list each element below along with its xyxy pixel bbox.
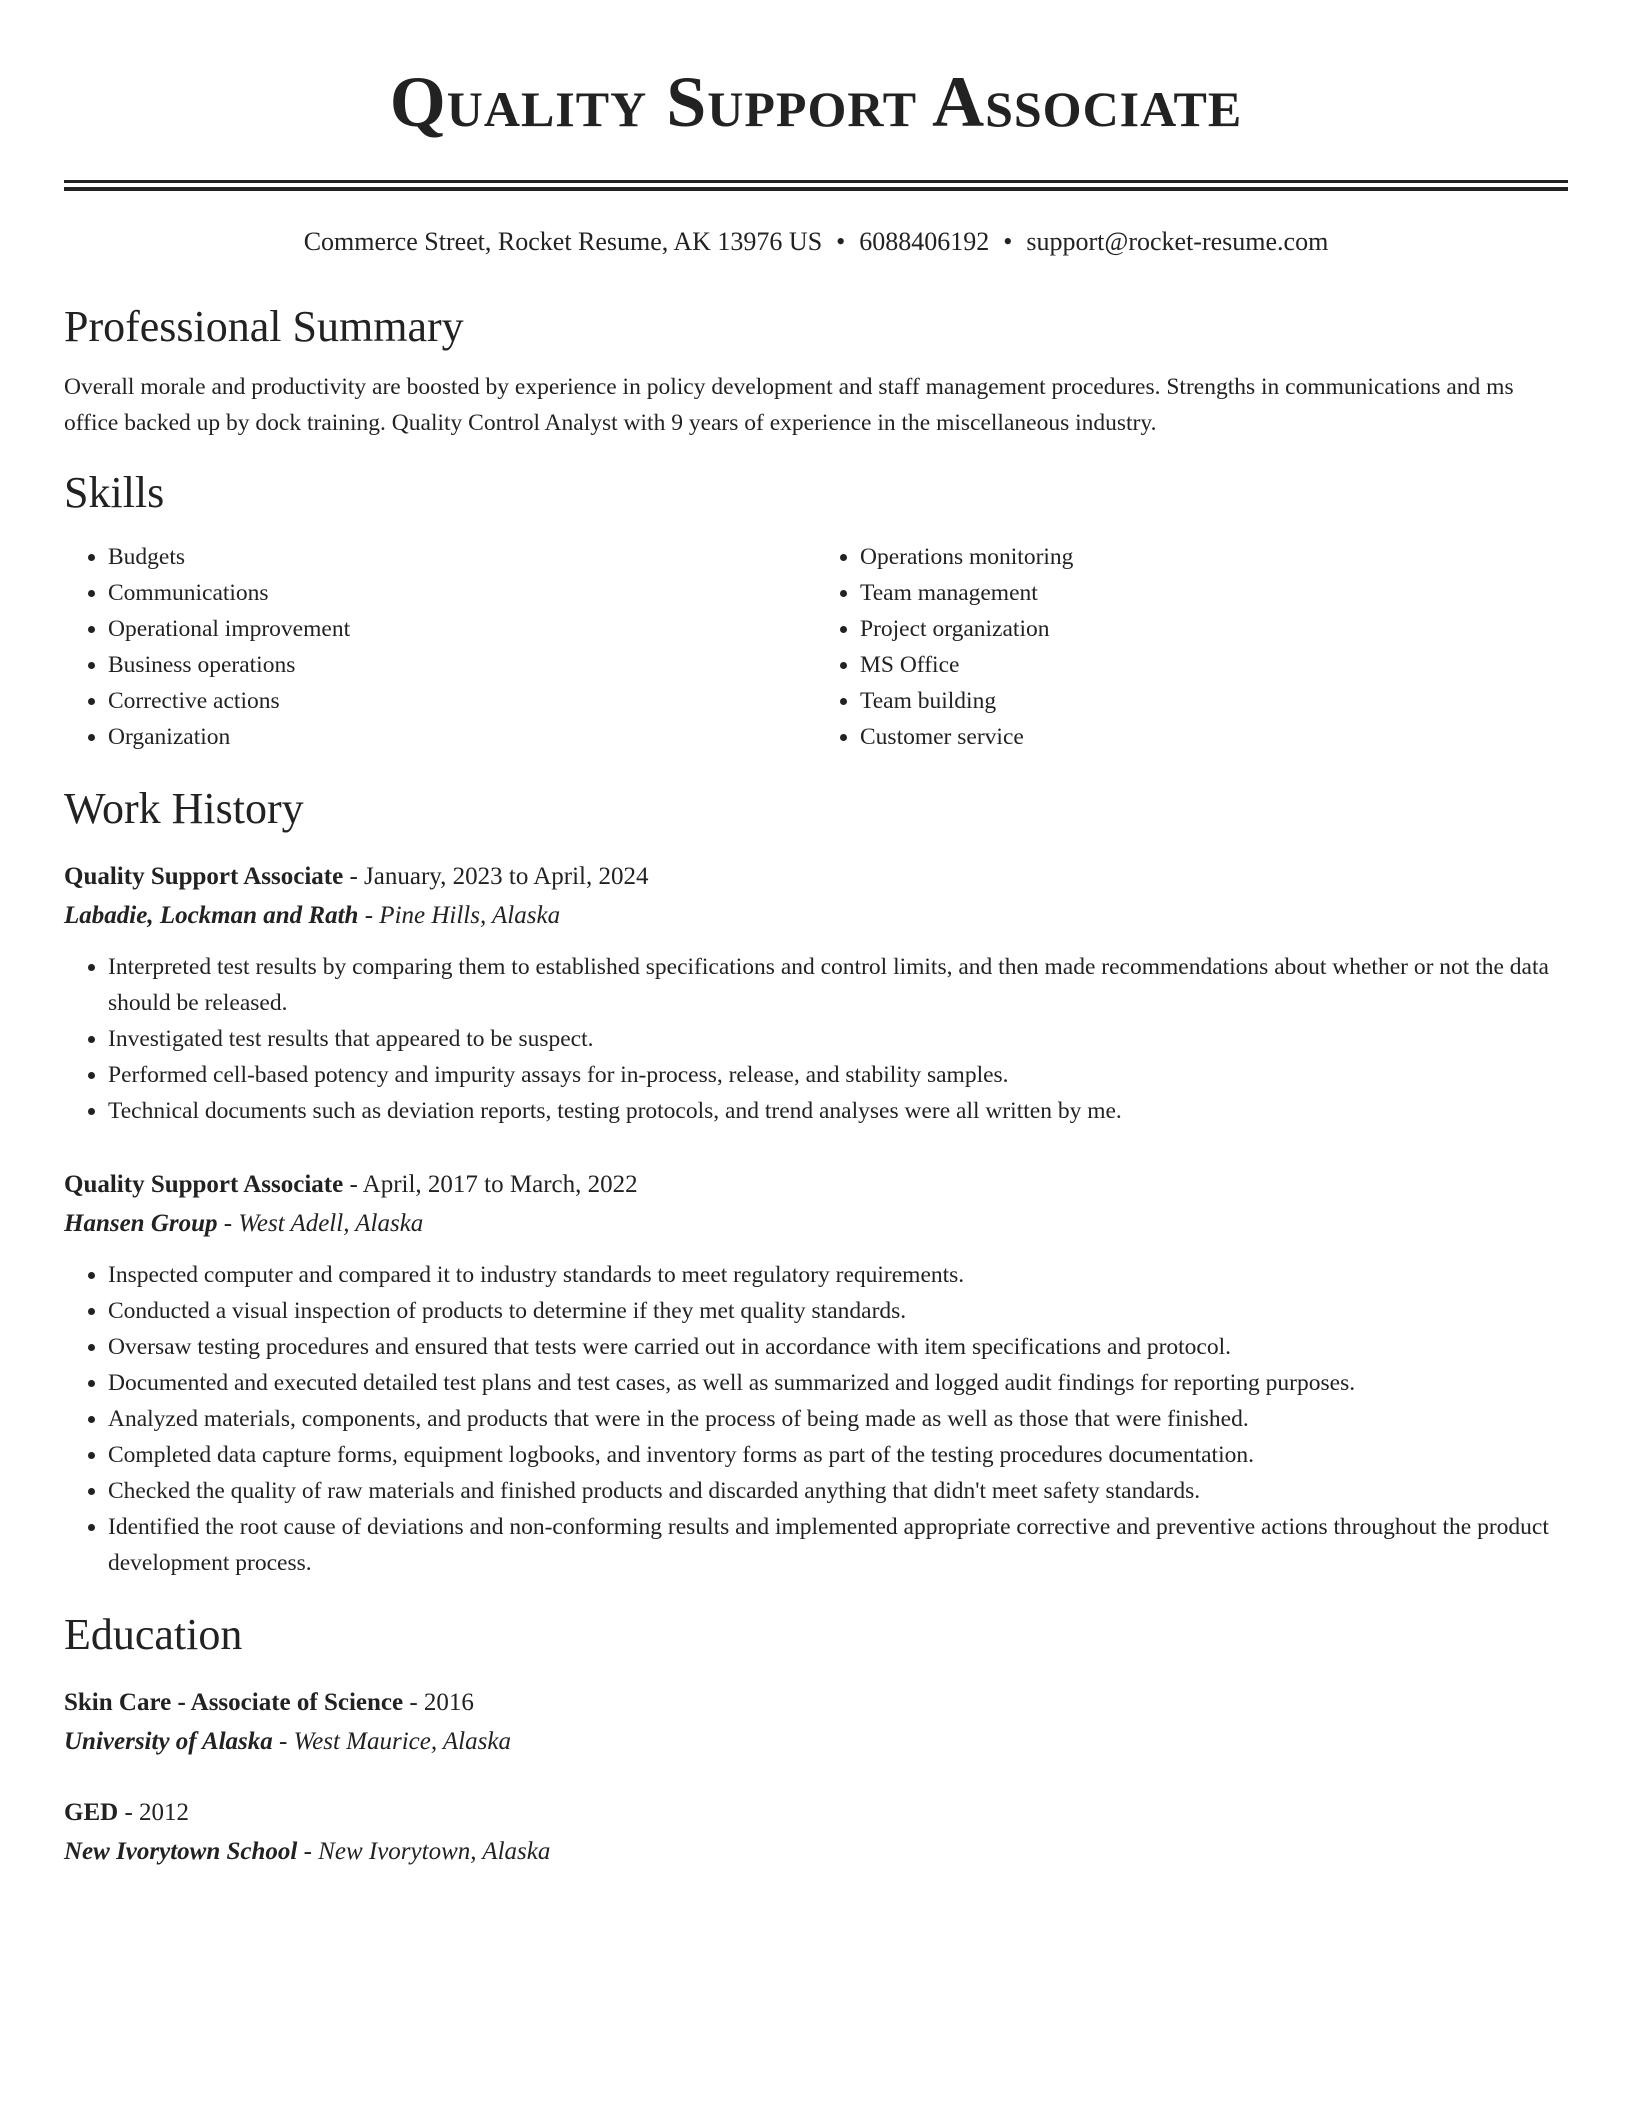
summary-heading: Professional Summary (64, 302, 464, 351)
education-entry (64, 1793, 1568, 1871)
skill-item: • MS Office (860, 647, 1568, 683)
contact-email: support@rocket-resume.com (1026, 227, 1329, 256)
job-company-line (64, 1205, 1568, 1243)
contact-phone: 6088406192 (859, 227, 990, 256)
job-company: Hansen Group (64, 1210, 218, 1237)
skill-item: • Organization (108, 719, 816, 755)
education-section (64, 1607, 1568, 1871)
job-bullet: • Conducted a visual inspection of products to determine if they met quality standards. (108, 1293, 1568, 1329)
skill-item: • Operational improvement (108, 611, 816, 647)
skill-item: • Budgets (108, 539, 816, 575)
job-bullet: • Analyzed materials, components, and products that were in the process of being made as well as those that were finished. (108, 1401, 1568, 1437)
job-bullet: • Investigated test results that appeared to be suspect. (108, 1021, 1568, 1057)
job-company: Labadie, Lockman and Rath (64, 902, 359, 929)
education-entry (64, 1683, 1568, 1761)
job-location: - West Adell, Alaska (217, 1210, 424, 1237)
skill-item: • Corrective actions (108, 683, 816, 719)
skill-item: • Customer service (860, 719, 1568, 755)
job-bullet: • Documented and executed detailed test plans and test cases, as well as summarized and logged audit findings for reporting purposes. (108, 1365, 1568, 1401)
education-school-line (64, 1833, 1568, 1871)
job-bullets (64, 1257, 1568, 1581)
job-title: Quality Support Associate (64, 1171, 344, 1198)
job-bullet: • Interpreted test results by comparing them to established specifications and control limits, and then made recommendations about whether or not the data should be released. (108, 949, 1568, 1021)
contact-separator: • (836, 227, 846, 256)
work-history-heading: Work History (64, 784, 304, 833)
job-title-line (64, 857, 1568, 897)
job-bullets (64, 949, 1568, 1129)
summary-text: Overall morale and productivity are boosted by experience in policy development and staff management procedures. Strengths in communications and ms office backed up by dock training. Quality Control Analyst with 9 years of experience in the miscellaneous industry. (64, 374, 1514, 436)
education-degree: GED (64, 1799, 119, 1826)
education-degree-line (64, 1793, 1568, 1833)
education-degree: Skin Care - Associate of Science (64, 1689, 404, 1716)
resume-name: Quality Support Associate (389, 62, 1243, 142)
job-entry (64, 1165, 1568, 1581)
job-bullet: • Oversaw testing procedures and ensured that tests were carried out in accordance with item specifications and protocol. (108, 1329, 1568, 1365)
summary-section (64, 299, 1568, 441)
job-bullet: • Performed cell-based potency and impurity assays for in-process, release, and stability samples. (108, 1057, 1568, 1093)
job-bullet: • Identified the root cause of deviations and non-conforming results and implemented appropriate corrective and preventive actions throughout the product development process. (108, 1509, 1568, 1581)
skill-item: • Communications (108, 575, 816, 611)
skills-section (64, 465, 1568, 755)
skills-list-right (816, 539, 1568, 755)
education-degree-line (64, 1683, 1568, 1723)
job-bullet: • Completed data capture forms, equipment logbooks, and inventory forms as part of the testing procedures documentation. (108, 1437, 1568, 1473)
skills-grid (64, 539, 1568, 755)
skills-heading: Skills (64, 468, 165, 517)
skill-item: • Operations monitoring (860, 539, 1568, 575)
job-title: Quality Support Associate (64, 863, 344, 890)
job-bullet: • Checked the quality of raw materials and finished products and discarded anything that didn't meet safety standards. (108, 1473, 1568, 1509)
education-location: - New Ivorytown, Alaska (297, 1838, 551, 1865)
skill-item: • Project organization (860, 611, 1568, 647)
contact-line (64, 225, 1568, 259)
education-location: - West Maurice, Alaska (272, 1728, 511, 1755)
skills-list-left (64, 539, 816, 755)
job-title-line (64, 1165, 1568, 1205)
education-year: - 2012 (118, 1799, 190, 1826)
education-school-line (64, 1723, 1568, 1761)
education-heading: Education (64, 1610, 243, 1659)
job-dates: - January, 2023 to April, 2024 (343, 863, 649, 890)
job-company-line (64, 897, 1568, 935)
skill-item: • Team management (860, 575, 1568, 611)
skill-item: • Team building (860, 683, 1568, 719)
work-history-section (64, 781, 1568, 1581)
job-entry (64, 857, 1568, 1129)
job-dates: - April, 2017 to March, 2022 (343, 1171, 638, 1198)
education-school: New Ivorytown School (64, 1838, 298, 1865)
job-bullet: • Inspected computer and compared it to industry standards to meet regulatory requirements. (108, 1257, 1568, 1293)
job-bullet: • Technical documents such as deviation reports, testing protocols, and trend analyses were all written by me. (108, 1093, 1568, 1129)
contact-separator: • (1003, 227, 1013, 256)
education-year: - 2016 (403, 1689, 474, 1716)
job-location: - Pine Hills, Alaska (358, 902, 561, 929)
education-school: University of Alaska (64, 1728, 273, 1755)
contact-address: Commerce Street, Rocket Resume, AK 13976 US (303, 227, 823, 256)
skill-item: • Business operations (108, 647, 816, 683)
header-divider (64, 180, 1568, 191)
